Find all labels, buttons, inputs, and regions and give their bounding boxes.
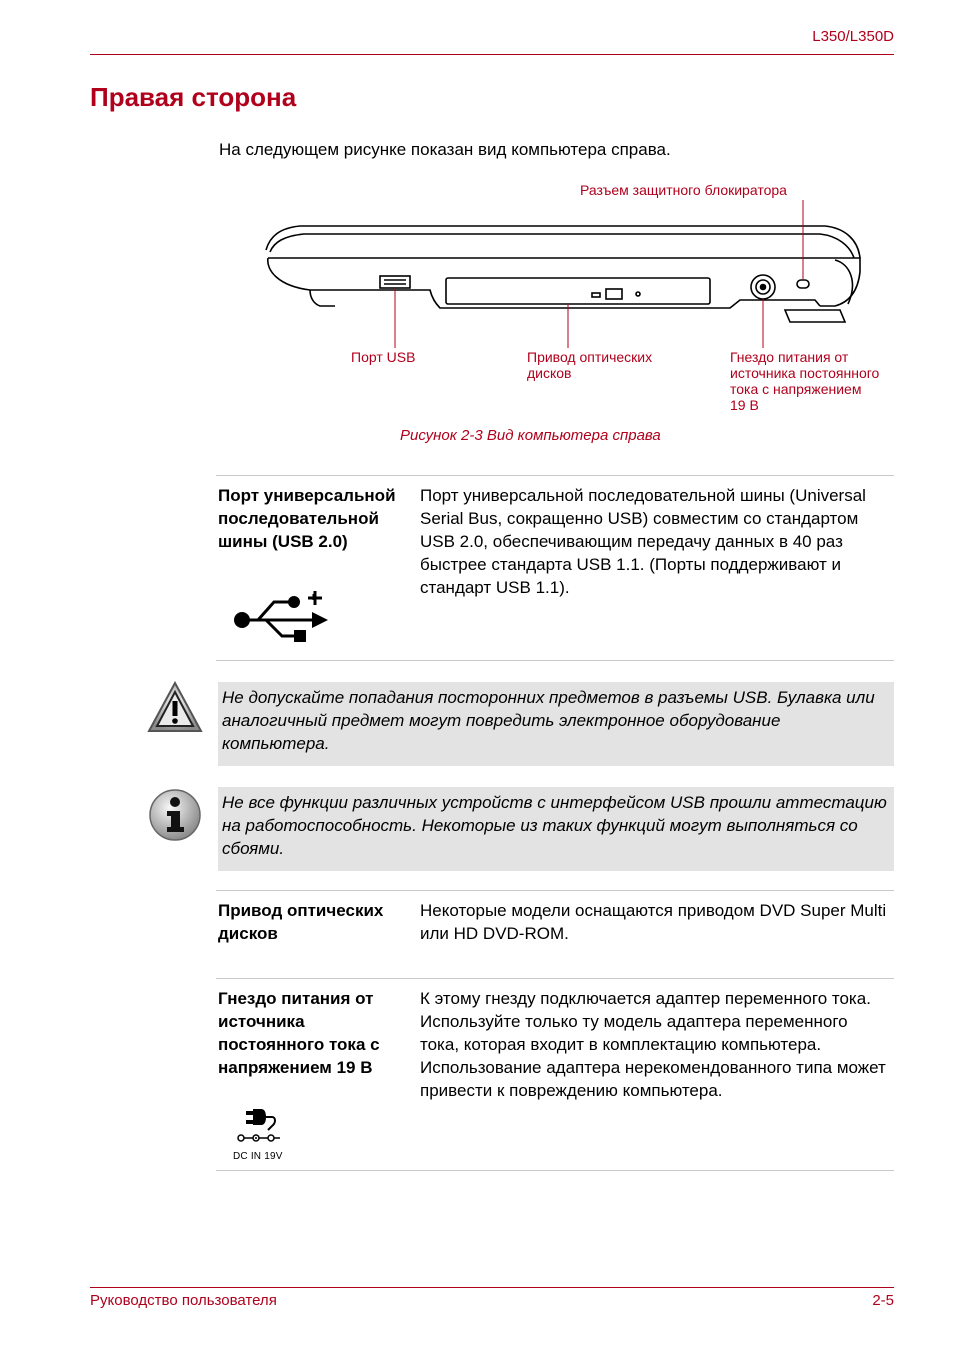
model-name: L350/L350D — [812, 28, 894, 45]
term-usb: Порт универсальной последовательной шины (USB 2.0) — [218, 486, 396, 551]
footer-rule — [90, 1287, 894, 1288]
table-rule — [216, 890, 894, 891]
header-rule — [90, 54, 894, 55]
term-dc-in: Гнездо питания от источника постоянного тока с напряжением 19 В — [218, 989, 380, 1077]
warning-text: Не допускайте попадания посторонних предметов в разъемы USB. Булавка или аналогичный предмет могут повредить электронное оборудование компьютера. — [222, 688, 875, 753]
table-rule — [216, 660, 894, 661]
callout-security-lock: Разъем защитного блокиратора — [580, 182, 787, 198]
page-title: Правая сторона — [90, 82, 297, 112]
callout-dc-in: Гнездо питания от источника постоянного тока с напряжением 19 В — [730, 349, 880, 413]
term-optical-drive: Привод оптических дисков — [218, 901, 384, 943]
info-note — [218, 787, 894, 871]
intro-text: На следующем рисунке показан вид компьютера справа. — [219, 140, 671, 159]
table-rule — [216, 475, 894, 476]
usb-icon — [228, 588, 334, 646]
table-rule — [216, 1170, 894, 1171]
callout-usb-port: Порт USB — [351, 349, 416, 365]
info-text: Не все функции различных устройств с интерфейсом USB прошли аттестацию на работоспособность. Некоторые из таких функций могут выполняться со сбоями. — [222, 793, 887, 858]
dc-in-icon-label: DC IN 19V — [233, 1151, 283, 1162]
page-number: 2-5 — [872, 1292, 894, 1309]
table-rule — [216, 978, 894, 979]
figure-caption: Рисунок 2-3 Вид компьютера справа — [400, 427, 661, 444]
desc-dc-in: К этому гнезду подключается адаптер переменного тока. Используйте только ту модель адаптера переменного тока, которая входит в комплектацию компьютера. Использование адаптера нерекомендованного типа может привести к повреждению компьютера. — [420, 989, 886, 1100]
footer-title: Руководство пользователя — [90, 1292, 277, 1309]
info-icon — [148, 788, 202, 842]
dc-in-icon — [232, 1108, 292, 1146]
desc-optical-drive: Некоторые модели оснащаются приводом DVD Super Multi или HD DVD-ROM. — [420, 901, 887, 943]
callout-optical-drive: Привод оптических дисков — [527, 349, 653, 381]
warning-icon — [146, 680, 204, 736]
warning-note — [218, 682, 894, 766]
desc-usb: Порт универсальной последовательной шины (Universal Serial Bus, сокращенно USB) совместим со стандартом USB 2.0, обеспечивающим передачу данных в 40 раз быстрее стандарта USB 1.1. (Порты поддерживают и стандарт USB 1.1). — [420, 486, 866, 597]
